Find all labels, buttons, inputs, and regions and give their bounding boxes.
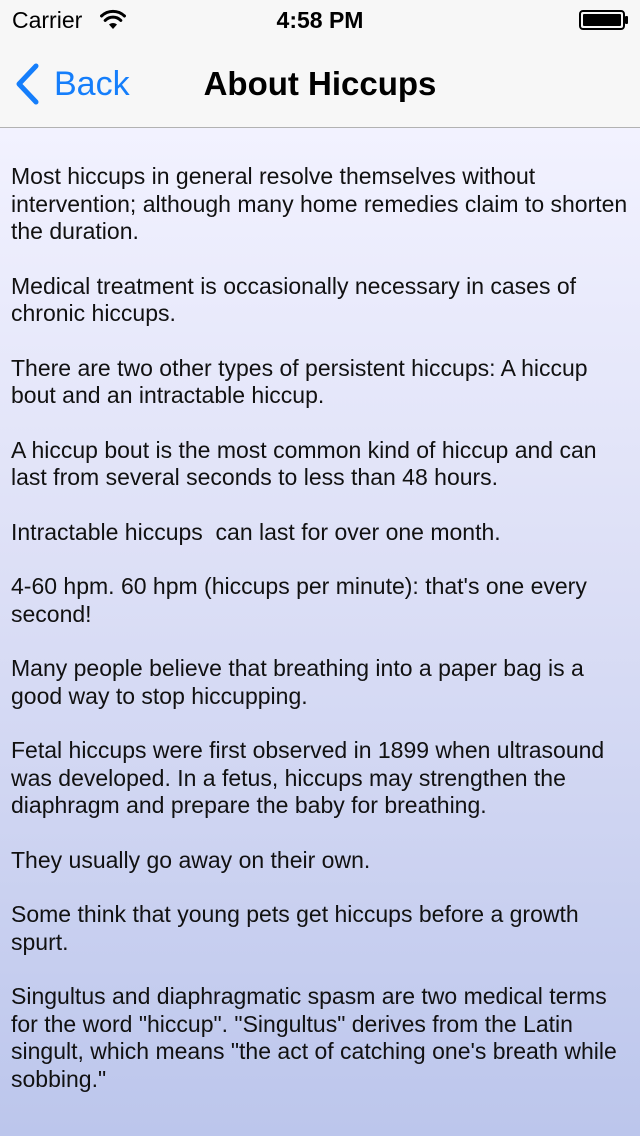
status-time: 4:58 PM [276,7,364,33]
back-button-label: Back [54,65,130,103]
battery-icon [579,10,629,30]
paragraph: There are two other types of persistent hiccups: A hiccup bout and an intractable hiccup. [11,354,594,408]
paragraph: Singultus and diaphragmatic spasm are two medical terms for the word "hiccup". "Singultus" derives from the Latin singult, which means "the act of catching one's breath while sobbing." [11,983,624,1092]
navigation-bar [0,40,640,128]
paragraph: They usually go away on their own. [11,846,371,873]
status-bar [0,0,640,40]
paragraph: A hiccup bout is the most common kind of hiccup and can last from several seconds to less than 48 hours. [11,436,603,490]
page-title: About Hiccups [203,65,437,102]
paragraph: Fetal hiccups were first observed in 1899 when ultrasound was developed. In a fetus, hiccups may strengthen the diaphragm and prepare the baby for breathing. [11,737,611,818]
paragraph: Some think that young pets get hiccups before a growth spurt. [11,901,586,955]
paragraph: Medical treatment is occasionally necessary in cases of chronic hiccups. [11,272,583,326]
paragraph-list [0,128,640,1093]
paragraph: Most hiccups in general resolve themselves without intervention; although many home remedies claim to shorten the duration. [11,163,634,244]
about-content-scroll-view[interactable] [0,128,640,1136]
carrier-label: Carrier [12,7,83,33]
paragraph: Intractable hiccups can last for over one month. [11,518,501,545]
paragraph: 4-60 hpm. 60 hpm (hiccups per minute): that's one every second! [11,573,594,627]
paragraph: Many people believe that breathing into a paper bag is a good way to stop hiccupping. [11,655,591,709]
